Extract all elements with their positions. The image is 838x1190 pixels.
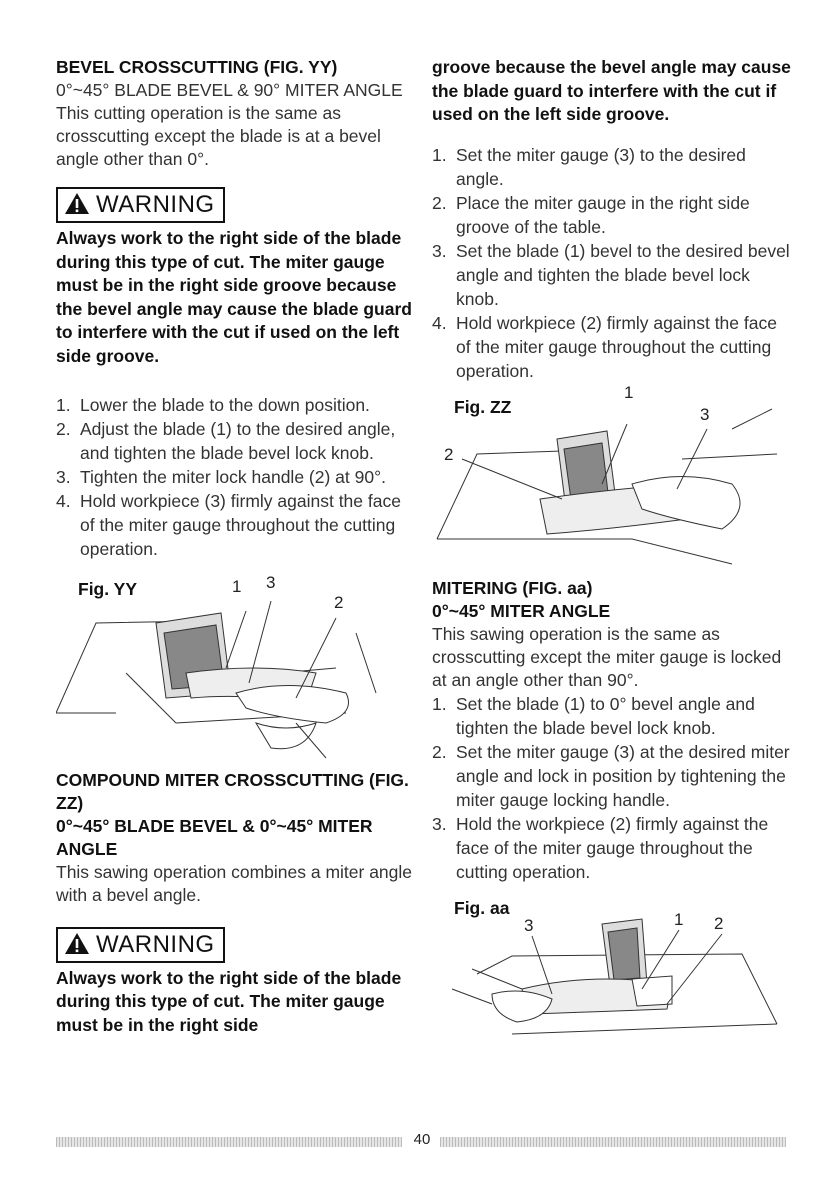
compound-miter-body: This sawing operation combines a miter angle with a bevel angle. xyxy=(56,861,413,905)
warning-label-2: WARNING xyxy=(96,930,215,958)
page-footer xyxy=(56,1131,786,1149)
figure-aa xyxy=(432,894,792,1044)
list-item: 2. Adjust the blade (1) to the desired angle, and tighten the blade bevel lock knob. xyxy=(56,418,396,463)
warning-box-2 xyxy=(56,927,225,963)
figure-yy-label: Fig. YY xyxy=(78,578,137,599)
list-item: 2. Set the miter gauge (3) at the desired miter angle and lock in position by tightening the miter gauge locking handle. xyxy=(432,741,790,810)
warning-label-1: WARNING xyxy=(96,191,215,218)
list-item: 1. Set the blade (1) to 0° bevel angle and tighten the blade bevel lock knob. xyxy=(432,693,755,738)
warning-triangle-icon xyxy=(64,192,90,215)
figure-zz-label: Fig. ZZ xyxy=(454,396,512,417)
callout-2: 2 xyxy=(714,913,724,933)
bevel-crosscutting-heading: BEVEL CROSSCUTTING (FIG. YY) xyxy=(56,57,338,77)
callout-2: 2 xyxy=(444,444,454,464)
warning-text-2-continued: groove because the bevel angle may cause the blade guard to interfere with the cut if used on the left side groove. xyxy=(432,57,791,125)
warning-text-1: Always work to the right side of the blade during this type of cut. The miter gauge must be in the right side groove because the bevel angle may cause the blade guard to interfere with the cut if used on the left side groove. xyxy=(56,228,412,366)
table-saw-bevel-illustration xyxy=(56,573,396,763)
mitering-heading: MITERING (FIG. aa) xyxy=(432,577,593,598)
right-column xyxy=(432,56,792,1044)
bevel-steps-list xyxy=(56,393,416,561)
mitering-steps-list xyxy=(432,692,792,884)
page-number: 40 xyxy=(413,1131,431,1148)
mitering-body: This sawing operation is the same as crosscutting except the miter gauge is locked at an angle other than 90°. xyxy=(432,623,782,690)
list-item: 3. Tighten the miter lock handle (2) at 90°. xyxy=(56,466,386,487)
compound-miter-heading: COMPOUND MITER CROSSCUTTING (FIG. ZZ) xyxy=(56,769,409,813)
mitering-subheading: 0°~45° MITER ANGLE xyxy=(432,600,611,621)
list-item: 1. Set the miter gauge (3) to the desired angle. xyxy=(432,144,746,189)
callout-1: 1 xyxy=(624,382,634,402)
figure-aa-label: Fig. aa xyxy=(454,897,510,918)
callout-1: 1 xyxy=(232,576,242,596)
bevel-crosscutting-body: 0°~45° BLADE BEVEL & 90° MITER ANGLE This cutting operation is the same as crosscutting except the blade is at a bevel angle other than 0°. xyxy=(56,80,403,169)
list-item: 1. Lower the blade to the down position. xyxy=(56,394,370,415)
list-item: 4. Hold workpiece (2) firmly against the face of the miter gauge throughout the cutting operation. xyxy=(432,312,777,381)
callout-2: 2 xyxy=(334,592,344,612)
figure-zz xyxy=(432,382,792,569)
list-item: 2. Place the miter gauge in the right side groove of the table. xyxy=(432,192,750,237)
list-item: 3. Set the blade (1) bevel to the desired bevel angle and tighten the blade bevel lock knob. xyxy=(432,240,790,309)
list-item: 4. Hold workpiece (3) firmly against the face of the miter gauge throughout the cutting operation. xyxy=(56,490,401,559)
callout-3: 3 xyxy=(524,915,534,935)
callout-3: 3 xyxy=(266,572,276,592)
compound-miter-subheading: 0°~45° BLADE BEVEL & 0°~45° MITER ANGLE xyxy=(56,815,373,859)
callout-3: 3 xyxy=(700,404,710,424)
footer-rule-right xyxy=(440,1137,786,1147)
compound-steps-list xyxy=(432,143,792,383)
warning-text-2: Always work to the right side of the blade during this type of cut. The miter gauge must be in the right side xyxy=(56,967,402,1035)
footer-rule-left xyxy=(56,1137,402,1147)
warning-box-1 xyxy=(56,187,225,223)
list-item: 3. Hold the workpiece (2) firmly against the face of the miter gauge throughout the cutting operation. xyxy=(432,813,769,882)
figure-yy xyxy=(56,573,416,763)
callout-1: 1 xyxy=(674,909,684,929)
warning-triangle-icon xyxy=(64,932,90,955)
left-column xyxy=(56,56,416,1037)
